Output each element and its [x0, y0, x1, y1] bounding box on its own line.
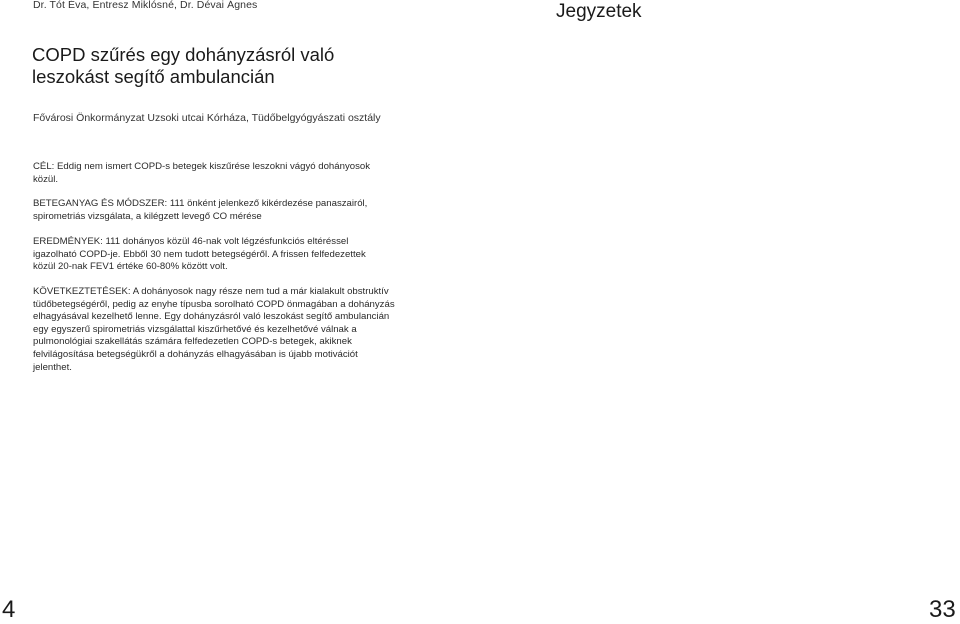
text-line: egy egyszerű spirometriás vizsgálattal kiszűrhetővé és kezelhetővé válnak a — [33, 323, 357, 335]
text-line: CÉL: Eddig nem ismert COPD-s betegek kiszűrése leszokni vágyó dohányosok — [33, 161, 371, 172]
conclusions-paragraph — [33, 286, 413, 374]
text-line: KÖVETKEZTETÉSEK: A dohányosok nagy része nem tud a már kialakult obstruktív — [33, 286, 389, 297]
text-line: közül 20-nak FEV1 értéke 60-80% között volt. — [33, 261, 228, 273]
article-title — [32, 44, 492, 88]
text-line: tüdőbetegségéről, pedig az enyhe típusba sorolható COPD önmagában a dohányzás — [33, 298, 395, 310]
objective-paragraph — [33, 161, 413, 186]
page-number-left: 4 — [2, 596, 16, 623]
text-line: igazolható COPD-je. Ebből 30 nem tudott betegségéről. A frissen felfedezettek — [33, 248, 366, 260]
affiliation: Fővárosi Önkormányzat Uzsoki utcai Kórháza, Tüdőbelgyógyászati osztály — [33, 112, 381, 124]
section-title: Jegyzetek — [556, 1, 642, 22]
text-line: felvilágosítása betegségükről a dohányzás elhagyásában is újabb motivációt — [33, 348, 358, 360]
methods-paragraph — [33, 198, 413, 223]
text-line: elhagyásával kezelhető lenne. Egy dohányzásról való leszokást segítő ambulancián — [33, 311, 390, 323]
text-line: EREDMÉNYEK: 111 dohányos közül 46-nak volt légzésfunkciós eltéréssel — [33, 236, 349, 247]
results-paragraph — [33, 236, 413, 274]
article-title-line: COPD szűrés egy dohányzásról való — [32, 44, 335, 65]
text-line: BETEGANYAG ÉS MÓDSZER: 111 önként jelenkező kikérdezése panaszairól, — [33, 198, 368, 209]
text-line: közül. — [33, 173, 59, 185]
text-line: spirometriás vizsgálata, a kilégzett levegő CO mérése — [33, 210, 262, 222]
text-line: jelenthet. — [33, 361, 72, 373]
page-number-right: 33 — [929, 596, 956, 623]
authors-header: Dr. Tót Éva, Entresz Miklósné, Dr. Dévai Ágnes — [33, 0, 258, 11]
article-title-line: leszokást segítő ambulancián — [32, 66, 275, 87]
text-line: pulmonológiai szakellátás számára felfedezetlen COPD-s betegek, akiknek — [33, 336, 352, 348]
